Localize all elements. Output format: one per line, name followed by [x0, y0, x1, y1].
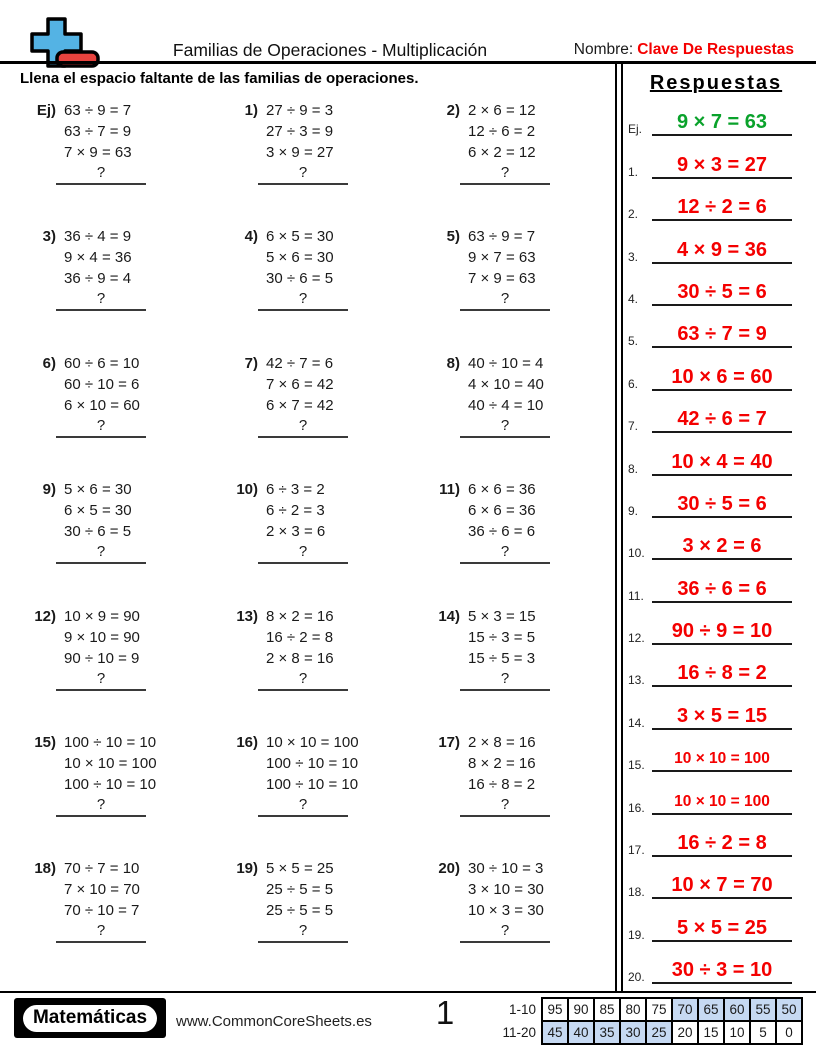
- problem-number: 10): [236, 481, 258, 499]
- answer-number: 13.: [628, 673, 645, 688]
- equation-line: 7 × 6 = 42: [266, 375, 334, 393]
- score-row: [501, 1021, 802, 1044]
- problem-number: 16): [236, 733, 258, 751]
- problem-item: [210, 353, 412, 479]
- problem-number: 7): [244, 354, 258, 372]
- answers-sidebar: [626, 66, 806, 992]
- score-cell: 25: [646, 1021, 672, 1044]
- equation-line: 9 × 10 = 90: [64, 628, 140, 646]
- equation-line: 100 ÷ 10 = 10: [266, 775, 359, 793]
- problem-item: [412, 226, 614, 352]
- answer-value: 12 ÷ 2 = 6: [677, 196, 767, 219]
- answers-list: [626, 98, 806, 988]
- answer-line: [652, 280, 792, 306]
- answer-item: [626, 225, 806, 267]
- equation-line: 8 × 2 = 16: [266, 607, 334, 625]
- score-cell: 5: [750, 1021, 776, 1044]
- equation-line: 36 ÷ 4 = 9: [64, 228, 132, 246]
- problem-item: [8, 479, 210, 605]
- problem-item: [412, 858, 614, 984]
- equation-line: 63 ÷ 7 = 9: [64, 123, 132, 140]
- equation-line: 70 ÷ 7 = 10: [64, 860, 140, 878]
- answer-value: 10 × 6 = 60: [671, 365, 773, 388]
- answer-line: [652, 577, 792, 603]
- equation-line: 5 × 6 = 30: [266, 249, 334, 267]
- answer-value: 10 × 10 = 100: [674, 792, 770, 810]
- page-title: Familias de Operaciones - Multiplicación: [172, 40, 488, 60]
- missing-fact-blank: ?: [460, 795, 550, 817]
- answer-value: 4 × 9 = 36: [676, 238, 768, 261]
- missing-fact-blank: ?: [258, 542, 348, 564]
- answer-value: 3 × 5 = 15: [676, 704, 768, 727]
- problem-number: 1): [244, 102, 258, 119]
- problem-equations: [468, 226, 550, 311]
- score-row: [501, 998, 802, 1021]
- answer-line: [652, 238, 792, 264]
- instruction-text: Llena el espacio faltante de las familias de operaciones.: [20, 70, 419, 87]
- problem-equations: [468, 858, 550, 943]
- problem-item: [210, 732, 412, 858]
- equation-line: 8 × 2 = 16: [468, 754, 536, 772]
- equation-line: 4 × 10 = 40: [468, 375, 544, 393]
- problem-number: 13): [236, 607, 258, 625]
- problem-item: [412, 606, 614, 732]
- score-cell: 90: [568, 998, 594, 1021]
- answer-line: [652, 365, 792, 391]
- answer-item: [626, 649, 806, 691]
- answer-value: 90 ÷ 9 = 10: [671, 620, 773, 643]
- answer-line: [652, 450, 792, 476]
- problem-equations: [64, 100, 146, 185]
- problem-item: [210, 226, 412, 352]
- problem-number: 4): [244, 228, 258, 246]
- problem-item: [412, 479, 614, 605]
- equation-line: 100 ÷ 10 = 10: [64, 733, 157, 751]
- score-range-label: 11-20: [502, 1025, 536, 1040]
- answer-item: [626, 98, 806, 140]
- score-cell: 45: [542, 1021, 568, 1044]
- missing-fact-blank: ?: [56, 163, 146, 185]
- score-cell: 65: [698, 998, 724, 1021]
- answer-value: 9 × 7 = 63: [676, 111, 768, 134]
- equation-line: 10 × 3 = 30: [468, 902, 544, 920]
- equation-line: 5 × 6 = 30: [64, 481, 132, 499]
- equation-line: 27 ÷ 3 = 9: [266, 123, 334, 140]
- answer-item: [626, 395, 806, 437]
- answer-item: [626, 946, 806, 988]
- answer-value: 36 ÷ 6 = 6: [677, 577, 767, 600]
- answer-line: [652, 916, 792, 942]
- answer-item: [626, 310, 806, 352]
- answer-number: 8.: [628, 461, 639, 476]
- equation-line: 100 ÷ 10 = 10: [266, 754, 359, 772]
- problem-equations: [266, 226, 348, 311]
- answer-item: [626, 480, 806, 522]
- equation-line: 5 × 5 = 25: [266, 860, 334, 878]
- answer-value: 30 ÷ 5 = 6: [677, 280, 767, 303]
- missing-fact-blank: ?: [56, 416, 146, 438]
- problem-equations: [468, 100, 550, 185]
- answer-number: 15.: [628, 758, 645, 773]
- problem-equations: [266, 353, 348, 438]
- problem-number: 2): [446, 102, 460, 119]
- answer-number: 12.: [628, 631, 645, 646]
- score-cell: 15: [698, 1021, 724, 1044]
- problem-number: 6): [42, 354, 56, 372]
- answer-number: 20.: [628, 970, 645, 985]
- answer-item: [626, 522, 806, 564]
- problem-equations: [468, 353, 550, 438]
- equation-line: 30 ÷ 6 = 5: [64, 523, 132, 541]
- problem-equations: [468, 732, 550, 817]
- score-cell: 10: [724, 1021, 750, 1044]
- score-cell: 0: [776, 1021, 802, 1044]
- answer-item: [626, 140, 806, 182]
- score-cell: 55: [750, 998, 776, 1021]
- problem-number: 12): [34, 607, 56, 625]
- equation-line: 30 ÷ 10 = 3: [468, 860, 544, 878]
- website-url: www.CommonCoreSheets.es: [176, 1013, 372, 1030]
- missing-fact-blank: ?: [56, 921, 146, 943]
- problem-equations: [266, 100, 348, 185]
- answer-item: [626, 734, 806, 776]
- missing-fact-blank: ?: [460, 921, 550, 943]
- equation-line: 16 ÷ 8 = 2: [468, 775, 536, 793]
- footer-rule: [0, 991, 816, 993]
- problem-item: [210, 100, 412, 226]
- score-table: [501, 997, 803, 1045]
- equation-line: 10 × 9 = 90: [64, 607, 140, 625]
- answer-line: [652, 704, 792, 730]
- missing-fact-blank: ?: [258, 163, 348, 185]
- answer-number: 11.: [628, 588, 644, 603]
- equation-line: 10 × 10 = 100: [64, 754, 157, 772]
- answer-number: 19.: [628, 927, 645, 942]
- problem-item: [8, 100, 210, 226]
- missing-fact-blank: ?: [258, 669, 348, 691]
- equation-line: 7 × 10 = 70: [64, 881, 140, 899]
- problem-item: [210, 479, 412, 605]
- answer-value: 10 × 10 = 100: [674, 750, 770, 768]
- answer-line: [652, 322, 792, 348]
- score-cell: 80: [620, 998, 646, 1021]
- answer-value: 30 ÷ 3 = 10: [671, 959, 773, 982]
- equation-line: 7 × 9 = 63: [468, 270, 536, 288]
- answer-number: 1.: [628, 164, 639, 179]
- problem-item: [412, 100, 614, 226]
- answer-line: [652, 873, 792, 899]
- equation-line: 3 × 9 = 27: [266, 144, 334, 161]
- problem-equations: [468, 606, 550, 691]
- equation-line: 25 ÷ 5 = 5: [266, 902, 334, 920]
- answer-item: [626, 691, 806, 733]
- problem-equations: [64, 226, 146, 311]
- problem-number: 14): [438, 607, 460, 625]
- problem-number: 15): [34, 733, 56, 751]
- answer-number: 4.: [628, 291, 639, 306]
- answer-line: [652, 492, 792, 518]
- equation-line: 6 × 10 = 60: [64, 396, 140, 414]
- equation-line: 10 × 10 = 100: [266, 733, 359, 751]
- missing-fact-blank: ?: [460, 289, 550, 311]
- problem-number: 11): [439, 481, 460, 499]
- vertical-divider: [615, 64, 623, 992]
- problem-item: [8, 606, 210, 732]
- answer-item: [626, 607, 806, 649]
- equation-line: 2 × 3 = 6: [266, 523, 326, 541]
- missing-fact-blank: ?: [56, 542, 146, 564]
- missing-fact-blank: ?: [258, 795, 348, 817]
- missing-fact-blank: ?: [460, 669, 550, 691]
- header-rule: [0, 61, 816, 64]
- answer-value: 16 ÷ 8 = 2: [677, 662, 767, 685]
- equation-line: 60 ÷ 10 = 6: [64, 375, 140, 393]
- answer-value: 5 × 5 = 25: [676, 916, 768, 939]
- equation-line: 2 × 8 = 16: [266, 649, 334, 667]
- score-cell: 60: [724, 998, 750, 1021]
- equation-line: 6 × 6 = 36: [468, 502, 536, 520]
- score-cell: 95: [542, 998, 568, 1021]
- equation-line: 30 ÷ 6 = 5: [266, 270, 334, 288]
- score-cell: 30: [620, 1021, 646, 1044]
- answer-item: [626, 903, 806, 945]
- problem-equations: [266, 858, 348, 943]
- answer-number: 5.: [628, 334, 639, 349]
- score-cell: 75: [646, 998, 672, 1021]
- equation-line: 15 ÷ 5 = 3: [468, 649, 536, 667]
- problem-number: 3): [42, 228, 56, 246]
- problem-item: [412, 732, 614, 858]
- equation-line: 2 × 8 = 16: [468, 733, 536, 751]
- problem-number: 17): [438, 733, 460, 751]
- answer-value: 3 × 2 = 6: [682, 535, 762, 558]
- answer-number: 7.: [628, 419, 639, 434]
- missing-fact-blank: ?: [460, 163, 550, 185]
- answer-value: 42 ÷ 6 = 7: [677, 408, 767, 431]
- name-area: [574, 41, 794, 59]
- answer-line: [652, 831, 792, 857]
- equation-line: 90 ÷ 10 = 9: [64, 649, 140, 667]
- answer-line: [652, 110, 792, 136]
- equation-line: 16 ÷ 2 = 8: [266, 628, 334, 646]
- answer-item: [626, 861, 806, 903]
- answer-item: [626, 437, 806, 479]
- problem-number: 19): [236, 860, 258, 878]
- answer-number: 10.: [628, 546, 645, 561]
- missing-fact-blank: ?: [258, 289, 348, 311]
- answer-value: 10 × 7 = 70: [671, 874, 773, 897]
- answer-item: [626, 564, 806, 606]
- score-cell: 35: [594, 1021, 620, 1044]
- missing-fact-blank: ?: [258, 416, 348, 438]
- score-cell: 85: [594, 998, 620, 1021]
- problem-equations: [266, 606, 348, 691]
- equation-line: 6 × 5 = 30: [266, 228, 334, 246]
- equation-line: 40 ÷ 4 = 10: [468, 396, 544, 414]
- answer-value: 10 × 4 = 40: [671, 450, 773, 473]
- problem-number: 20): [438, 860, 460, 878]
- equation-line: 25 ÷ 5 = 5: [266, 881, 334, 899]
- missing-fact-blank: ?: [56, 669, 146, 691]
- answer-line: [652, 534, 792, 560]
- problem-number: 18): [34, 860, 56, 878]
- equation-line: 15 ÷ 3 = 5: [468, 628, 536, 646]
- equation-line: 36 ÷ 9 = 4: [64, 270, 132, 288]
- score-range-label: 1-10: [508, 1002, 536, 1017]
- missing-fact-blank: ?: [258, 921, 348, 943]
- problem-equations: [64, 606, 146, 691]
- score-cell: 40: [568, 1021, 594, 1044]
- equation-line: 6 ÷ 2 = 3: [266, 502, 325, 520]
- problem-number: Ej): [36, 102, 56, 119]
- problem-equations: [468, 479, 550, 564]
- equation-line: 36 ÷ 6 = 6: [468, 523, 536, 541]
- missing-fact-blank: ?: [460, 542, 550, 564]
- problem-item: [210, 858, 412, 984]
- equation-line: 7 × 9 = 63: [64, 144, 132, 161]
- equation-line: 100 ÷ 10 = 10: [64, 775, 157, 793]
- answer-line: [652, 407, 792, 433]
- problem-item: [8, 353, 210, 479]
- answer-value: 63 ÷ 7 = 9: [677, 323, 767, 346]
- equation-line: 6 × 7 = 42: [266, 396, 334, 414]
- answer-number: 16.: [628, 800, 645, 815]
- equation-line: 3 × 10 = 30: [468, 881, 544, 899]
- missing-fact-blank: ?: [460, 416, 550, 438]
- answer-item: [626, 268, 806, 310]
- equation-line: 2 × 6 = 12: [468, 102, 536, 119]
- answer-line: [652, 195, 792, 221]
- answer-number: 2.: [628, 207, 639, 222]
- answer-value: 30 ÷ 5 = 6: [677, 492, 767, 515]
- equation-line: 70 ÷ 10 = 7: [64, 902, 140, 920]
- answer-line: [652, 791, 792, 815]
- answer-value: 16 ÷ 2 = 8: [677, 832, 767, 855]
- answer-item: [626, 776, 806, 818]
- name-label: Nombre:: [573, 41, 634, 58]
- missing-fact-blank: ?: [56, 795, 146, 817]
- equation-line: 27 ÷ 9 = 3: [266, 102, 334, 119]
- problem-item: [210, 606, 412, 732]
- answer-number: 18.: [628, 885, 645, 900]
- score-cell: 20: [672, 1021, 698, 1044]
- equation-line: 40 ÷ 10 = 4: [468, 354, 544, 372]
- equation-line: 60 ÷ 6 = 10: [64, 354, 140, 372]
- problem-equations: [64, 858, 146, 943]
- equation-line: 9 × 4 = 36: [64, 249, 132, 267]
- problem-equations: [64, 353, 146, 438]
- problems-grid: [8, 100, 616, 985]
- answer-value: 9 × 3 = 27: [676, 153, 768, 176]
- answer-number: Ej.: [628, 122, 643, 137]
- problem-equations: [64, 732, 157, 817]
- answer-item: [626, 183, 806, 225]
- problem-item: [8, 858, 210, 984]
- answer-key-label: Clave De Respuestas: [637, 41, 794, 58]
- problem-number: 9): [42, 481, 56, 499]
- brand-label: Matemáticas: [23, 1005, 157, 1032]
- equation-line: 42 ÷ 7 = 6: [266, 354, 334, 372]
- answer-line: [652, 748, 792, 772]
- answer-number: 3.: [628, 249, 639, 264]
- equation-line: 63 ÷ 9 = 7: [64, 102, 132, 119]
- score-cell: 70: [672, 998, 698, 1021]
- problem-number: 5): [446, 228, 460, 246]
- problem-number: 8): [446, 354, 460, 372]
- answer-number: 6.: [628, 376, 639, 391]
- answer-number: 14.: [628, 715, 645, 730]
- answer-item: [626, 352, 806, 394]
- answer-number: 9.: [628, 503, 639, 518]
- problem-item: [8, 732, 210, 858]
- problem-equations: [266, 732, 359, 817]
- answer-line: [652, 619, 792, 645]
- equation-line: 6 × 5 = 30: [64, 502, 132, 520]
- brand-box: [14, 998, 166, 1038]
- problem-item: [8, 226, 210, 352]
- equation-line: 12 ÷ 6 = 2: [468, 123, 536, 140]
- answer-line: [652, 661, 792, 687]
- missing-fact-blank: ?: [56, 289, 146, 311]
- score-cell: 50: [776, 998, 802, 1021]
- problem-equations: [266, 479, 348, 564]
- answer-line: [652, 958, 792, 984]
- problem-equations: [64, 479, 146, 564]
- page-number: 1: [435, 994, 455, 1031]
- equation-line: 6 × 2 = 12: [468, 144, 536, 161]
- equation-line: 6 ÷ 3 = 2: [266, 481, 325, 499]
- equation-line: 9 × 7 = 63: [468, 249, 536, 267]
- answers-title: Respuestas: [649, 72, 783, 94]
- answer-number: 17.: [628, 843, 645, 858]
- answer-item: [626, 819, 806, 861]
- equation-line: 6 × 6 = 36: [468, 481, 536, 499]
- answer-line: [652, 153, 792, 179]
- equation-line: 63 ÷ 9 = 7: [468, 228, 536, 246]
- equation-line: 5 × 3 = 15: [468, 607, 536, 625]
- problem-item: [412, 353, 614, 479]
